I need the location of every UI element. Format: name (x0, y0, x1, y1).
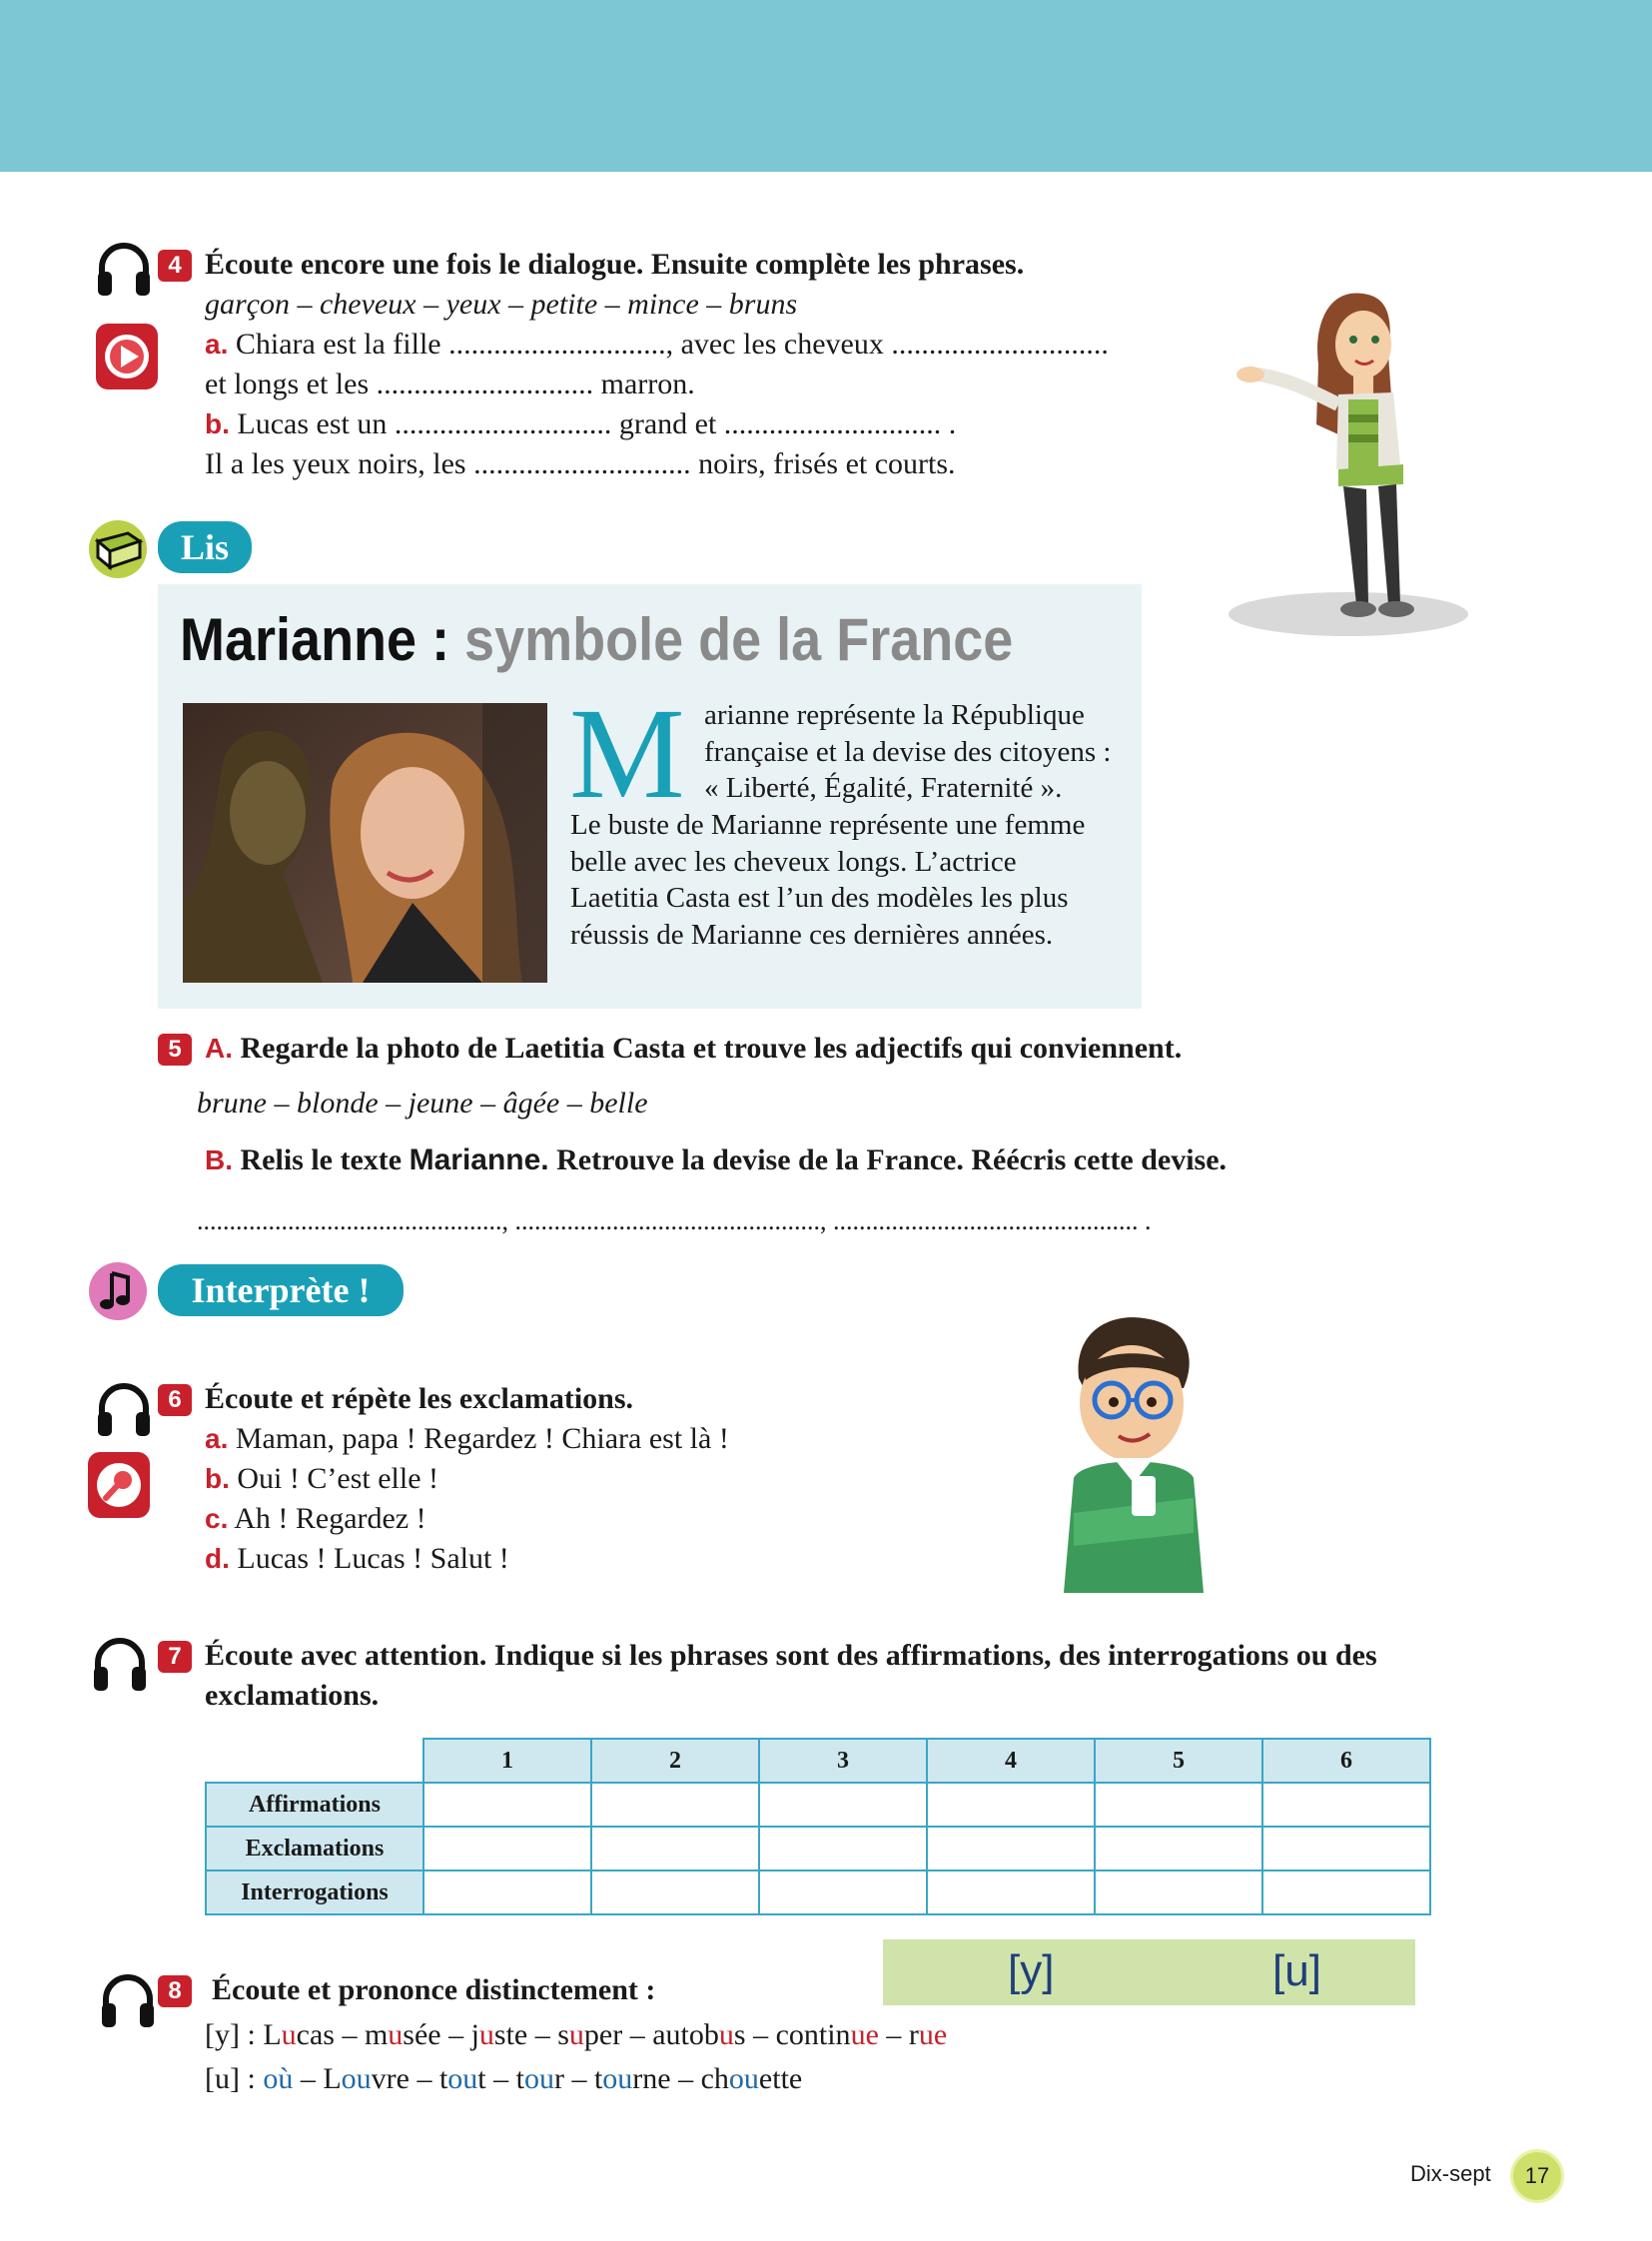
ex7-instruction-line1: Écoute avec attention. Indique si les phrases sont des affirmations, des interrogations ou des (205, 1639, 1377, 1672)
ex5-word-bank: brune – blonde – jeune – âgée – belle (197, 1087, 648, 1120)
ex6-item (205, 1499, 426, 1539)
phonetic-sounds-bar (883, 1939, 1415, 2005)
phonetic-segment: u (568, 2018, 584, 2051)
boy-character-illustration (1054, 1308, 1214, 1593)
phonetic-segment: – r (878, 2018, 919, 2051)
phonetic-segment: [y] : L (205, 2018, 282, 2051)
article-text-below (570, 807, 1117, 953)
ex5-label-b: B. (205, 1144, 233, 1175)
phonetic-segment: rne – ch (632, 2062, 729, 2095)
table-column-header: 4 (927, 1739, 1095, 1783)
exercise-number-7: 7 (158, 1641, 192, 1673)
ex6-text: Maman, papa ! Regardez ! Chiara est là ! (235, 1422, 729, 1455)
phonetic-segment: vre – t (371, 2062, 448, 2095)
ex6-item (205, 1459, 438, 1499)
phonetic-segment: ou (523, 2062, 554, 2095)
exercise-number-4: 4 (158, 250, 192, 282)
section-heading-lis: Lis (158, 521, 252, 573)
answer-table (205, 1738, 1431, 1915)
article-line: belle avec les cheveux longs. L’actrice (570, 845, 1017, 878)
phonetic-segment: s – contin (733, 2018, 851, 2051)
ex6-label: d. (205, 1543, 230, 1574)
table-cell[interactable] (1262, 1827, 1430, 1870)
girl-character-illustration (1219, 275, 1478, 664)
table-cell[interactable] (1262, 1783, 1430, 1827)
microphone-icon[interactable] (86, 1450, 152, 1520)
article-line: réussis de Marianne ces dernières années. (570, 918, 1054, 951)
ex6-text: Ah ! Regardez ! (234, 1502, 426, 1535)
table-column-header: 5 (1095, 1739, 1262, 1783)
video-play-icon[interactable] (94, 322, 160, 391)
article-line: française et la devise des citoyens : (704, 735, 1112, 768)
phonetic-segment: cas – m (296, 2018, 389, 2051)
article-line: arianne représente la République (704, 699, 1085, 731)
table-row (206, 1827, 1430, 1870)
table-cell[interactable] (759, 1870, 927, 1914)
table-cell[interactable] (1095, 1783, 1262, 1827)
exercise-number-5: 5 (158, 1034, 192, 1066)
book-icon (88, 519, 148, 579)
table-row (206, 1870, 1430, 1914)
ex4-b-line1[interactable]: Lucas est un ............................. grand et ............................. . (237, 407, 957, 440)
article-line: Le buste de Marianne représente une femme (570, 809, 1086, 841)
ex4-word-bank: garçon – cheveux – yeux – petite – mince – bruns (205, 288, 798, 321)
phonetic-segment: ue (850, 2018, 879, 2051)
music-note-icon (88, 1261, 148, 1321)
ex5-answer-line[interactable]: ..............................................., ..............................................., ............................................... . (197, 1206, 1152, 1235)
table-column-header: 2 (591, 1739, 759, 1783)
marianne-bust-photo (183, 703, 547, 983)
table-row (206, 1783, 1430, 1827)
top-banner (0, 0, 1652, 172)
ex5-part-a (205, 1029, 1182, 1069)
section-heading-interprete: Interprète ! (158, 1264, 404, 1316)
table-column-header: 3 (759, 1739, 927, 1783)
table-cell[interactable] (1262, 1870, 1430, 1914)
table-cell[interactable] (759, 1827, 927, 1870)
table-cell[interactable] (927, 1827, 1095, 1870)
headphones-icon[interactable] (100, 1969, 156, 2029)
ex6-label: c. (205, 1503, 229, 1534)
table-cell[interactable] (591, 1870, 759, 1914)
ex6-item (205, 1539, 509, 1579)
article-text-beside (704, 697, 1117, 807)
phonetic-segment: ou (728, 2062, 759, 2095)
ex4-a-line2[interactable]: et longs et les ............................. marron. (205, 368, 695, 400)
phonetic-segment: ou (447, 2062, 478, 2095)
phonetic-segment: u (281, 2018, 297, 2051)
phonetic-segment: – L (293, 2062, 342, 2095)
table-cell[interactable] (591, 1783, 759, 1827)
ex6-label: b. (205, 1463, 230, 1494)
ex6-text: Oui ! C’est elle ! (237, 1462, 438, 1495)
headphones-icon[interactable] (96, 238, 152, 298)
phonetic-segment: ou (341, 2062, 372, 2095)
phonetic-segment: u (478, 2018, 494, 2051)
article-drop-cap: M (569, 682, 685, 826)
table-header-row (206, 1739, 1430, 1783)
phonetic-segment: t – t (477, 2062, 524, 2095)
table-row-header: Exclamations (206, 1827, 423, 1870)
ex5-b-instruction-title: Marianne. (409, 1143, 549, 1176)
article-line: Laetitia Casta est l’un des modèles les plus (570, 882, 1069, 914)
article-title (180, 604, 1013, 676)
ex4-item-b (205, 404, 956, 444)
ex5-part-b (205, 1140, 1227, 1180)
phonetic-segment: u (388, 2018, 404, 2051)
ex8-line-y (205, 2015, 947, 2055)
ex5-b-instruction-post: Retrouve la devise de la France. Réécris cette devise. (556, 1143, 1228, 1176)
table-cell[interactable] (1095, 1827, 1262, 1870)
ex5-b-instruction-pre: Relis le texte (240, 1143, 403, 1176)
ex4-b-line2[interactable]: Il a les yeux noirs, les ............................. noirs, frisés et courts. (205, 447, 956, 480)
table-column-header: 6 (1262, 1739, 1430, 1783)
phonetic-segment: où (263, 2062, 294, 2095)
phonetic-segment: ou (602, 2062, 633, 2095)
table-cell[interactable] (927, 1783, 1095, 1827)
ex6-item (205, 1419, 729, 1459)
ex8-instruction: Écoute et prononce distinctement : (212, 1973, 656, 2006)
exercise-number-8: 8 (158, 1975, 192, 2007)
phonetic-segment: sée – j (403, 2018, 479, 2051)
table-row-header: Interrogations (206, 1870, 423, 1914)
phonetic-segment: r – t (553, 2062, 603, 2095)
ex6-text: Lucas ! Lucas ! Salut ! (237, 1542, 509, 1575)
sound-u-label: [u] (1272, 1946, 1321, 1995)
table-column-header: 1 (423, 1739, 591, 1783)
table-cell[interactable] (423, 1870, 591, 1914)
exercise-number-6: 6 (158, 1384, 192, 1416)
ex5-a-instruction: Regarde la photo de Laetitia Casta et trouve les adjectifs qui conviennent. (240, 1032, 1183, 1065)
table-cell[interactable] (1095, 1870, 1262, 1914)
ex4-instruction: Écoute encore une fois le dialogue. Ensuite complète les phrases. (205, 248, 1025, 281)
phonetic-segment: ste – s (493, 2018, 569, 2051)
headphones-icon[interactable] (96, 1378, 152, 1438)
page-number: 17 (1510, 2149, 1564, 2203)
article-title-sub: symbole de la France (464, 606, 1014, 673)
ex4-item-a (205, 325, 1109, 365)
ex6-instruction: Écoute et répète les exclamations. (205, 1382, 634, 1415)
ex4-label-b: b. (205, 408, 230, 439)
sound-y-label: [y] (1008, 1946, 1055, 1995)
table-cell[interactable] (759, 1783, 927, 1827)
article-line: « Liberté, Égalité, Fraternité ». (704, 772, 1063, 804)
table-cell[interactable] (423, 1827, 591, 1870)
phonetic-segment: per – autob (583, 2018, 719, 2051)
ex4-label-a: a. (205, 329, 229, 360)
table-row-header: Affirmations (206, 1783, 423, 1827)
ex4-a-line1[interactable]: Chiara est la fille ............................., avec les cheveux ............................. (235, 328, 1109, 361)
phonetic-segment: [u] : (205, 2062, 264, 2095)
page-word: Dix-sept (1410, 2161, 1491, 2186)
table-cell[interactable] (927, 1870, 1095, 1914)
table-corner (206, 1739, 423, 1783)
ex6-label: a. (205, 1423, 229, 1454)
phonetic-segment: ette (758, 2062, 803, 2095)
ex8-line-u (205, 2059, 802, 2099)
headphones-icon[interactable] (92, 1633, 148, 1693)
ex5-label-a: A. (205, 1033, 233, 1064)
phonetic-segment: u (718, 2018, 734, 2051)
table-cell[interactable] (423, 1783, 591, 1827)
ex7-instruction-line2: exclamations. (205, 1679, 380, 1712)
article-title-main: Marianne : (180, 606, 450, 673)
table-cell[interactable] (591, 1827, 759, 1870)
phonetic-segment: ue (918, 2018, 948, 2051)
banner-torn-edge (0, 150, 1652, 176)
